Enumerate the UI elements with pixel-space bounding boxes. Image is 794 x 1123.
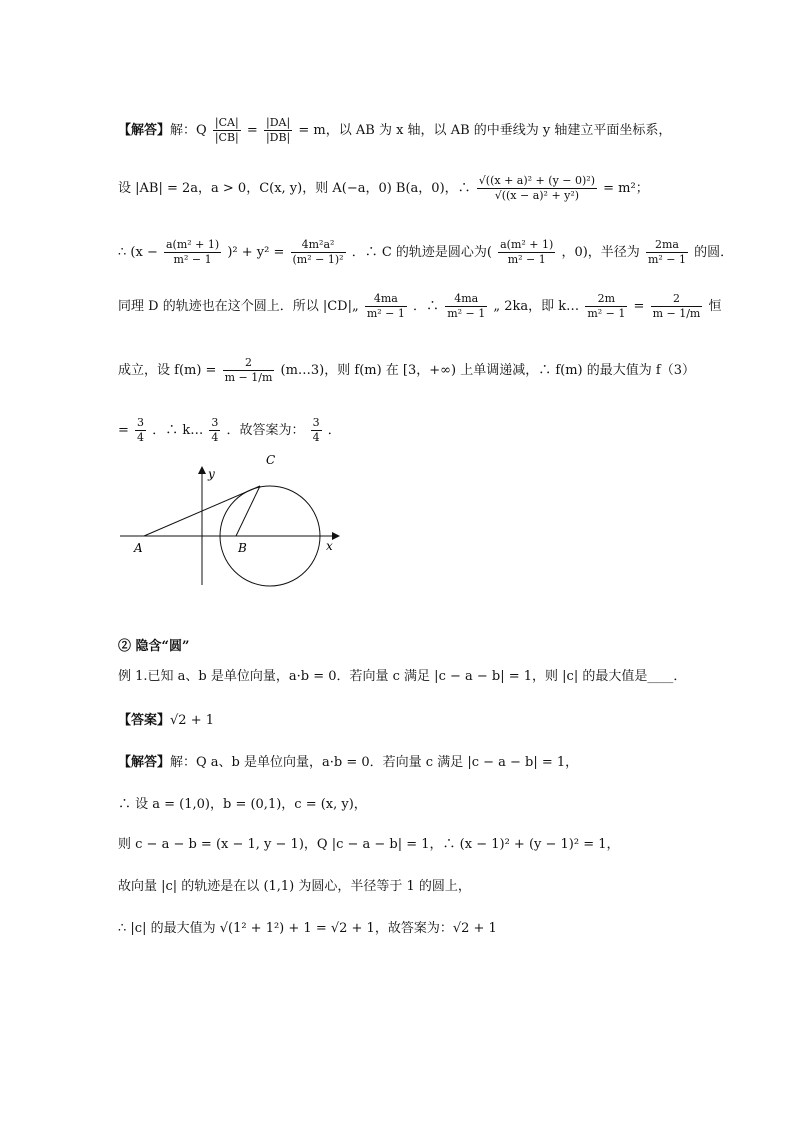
text: ∴ (x − [118, 245, 158, 260]
text: ．故答案为： [226, 423, 305, 438]
text: )² + y² = [227, 245, 285, 260]
fraction [651, 292, 703, 321]
section-title: ② 隐含“圆” [118, 639, 190, 654]
fraction [209, 416, 220, 445]
label-x: x [326, 539, 333, 553]
fraction [311, 416, 322, 445]
x-axis-arrow [332, 532, 340, 540]
numerator: |CA| [213, 116, 241, 131]
answer-tag: 【答案】 [118, 713, 171, 728]
label-y: y [208, 467, 215, 481]
denominator: m² − 1 [647, 253, 687, 266]
text: 的圆． [694, 245, 734, 260]
fraction [646, 238, 688, 267]
numerator: 2 [223, 356, 275, 371]
solution-line-6 [118, 416, 341, 445]
solution-line-3 [118, 238, 733, 267]
text: = [246, 123, 258, 138]
numerator: 4ma [365, 292, 407, 307]
denominator: m² − 1 [447, 307, 486, 320]
numerator: 2m [585, 292, 627, 307]
numerator: 2 [651, 292, 703, 307]
denominator: |CB| [214, 131, 239, 144]
text: 解：Q [170, 123, 207, 138]
text: = m，以 AB 为 x 轴，以 AB 的中垂线为 y 轴建立平面坐标系， [298, 123, 672, 138]
fraction [264, 116, 292, 145]
text: 设 |AB| = 2a，a > 0，C(x, y)，则 A(−a，0) B(a，0)，∴ [118, 181, 471, 196]
example-solution-line-2: ∴ 设 a = (1,0)，b = (0,1)，c = (x, y)， [118, 797, 367, 812]
label-a: A [134, 541, 143, 555]
denominator: 4 [137, 431, 145, 444]
fraction [164, 238, 221, 267]
fraction [498, 238, 555, 267]
numerator: 3 [312, 416, 320, 429]
text: = [633, 299, 645, 314]
text: ． [327, 423, 341, 438]
geometry-figure [110, 448, 350, 588]
solution-line-4 [118, 292, 722, 321]
numerator: 4ma [445, 292, 487, 307]
label-b: B [238, 541, 247, 555]
numerator: 3 [211, 416, 219, 429]
example-solution-line-4: 故向量 |c| 的轨迹是在以 (1,1) 为圆心，半径等于 1 的圆上， [118, 879, 471, 894]
text: ．∴ C 的轨迹是圆心为( [351, 245, 492, 260]
fraction [445, 292, 487, 321]
denominator: √((x − a)² + y²) [494, 189, 580, 202]
numerator: |DA| [264, 116, 292, 131]
fraction [291, 238, 346, 267]
text: ，0)，半径为 [561, 245, 640, 260]
solution-tag: 【解答】 [118, 755, 171, 770]
solution-line-5 [118, 356, 695, 385]
denominator: |DB| [265, 131, 291, 144]
example-question: 例 1.已知 a、b 是单位向量，a·b = 0．若向量 c 满足 |c − a − b| = 1，则 |c| 的最大值是____． [118, 669, 687, 684]
numerator: 2ma [646, 238, 688, 253]
text: 解：Q a、b 是单位向量，a·b = 0．若向量 c 满足 |c − a − b| = 1， [170, 755, 579, 770]
text: „ 2ka，即 k… [493, 299, 580, 314]
denominator: (m² − 1)² [292, 253, 344, 266]
denominator: 4 [211, 431, 219, 444]
segment-bc [236, 486, 260, 536]
denominator: m − 1/m [224, 371, 273, 384]
fraction [213, 116, 241, 145]
numerator: a(m² + 1) [165, 238, 220, 251]
denominator: m − 1/m [652, 307, 701, 320]
fraction [365, 292, 407, 321]
text: ．∴ [413, 299, 440, 314]
solution-tag: 【解答】 [118, 123, 171, 138]
solution-line-1 [118, 116, 671, 145]
numerator: 3 [137, 416, 145, 429]
denominator: m² − 1 [173, 253, 212, 266]
text: (m…3)，则 f(m) 在 [3，+∞) 上单调递减，∴ f(m) 的最大值为 f（3） [280, 363, 695, 378]
label-c: C [266, 453, 276, 467]
answer-line [118, 712, 214, 730]
text: ．∴ k… [152, 423, 204, 438]
solution-line-2 [118, 174, 649, 203]
y-axis-arrow [198, 466, 206, 474]
denominator: 4 [312, 431, 320, 444]
text: 成立，设 f(m) = [118, 363, 217, 378]
example-solution-line-5: ∴ |c| 的最大值为 √(1² + 1²) + 1 = √2 + 1，故答案为：√2 + 1 [118, 921, 497, 936]
text: 同理 D 的轨迹也在这个圆上．所以 |CD|„ [118, 299, 359, 314]
text: = m²； [603, 181, 649, 196]
text: = [118, 423, 129, 438]
fraction [585, 292, 627, 321]
fraction [477, 174, 597, 203]
example-solution-line-3: 则 c − a − b = (x − 1, y − 1)，Q |c − a − b| = 1，∴ (x − 1)² + (y − 1)² = 1， [118, 837, 620, 852]
numerator: √((x + a)² + (y − 0)²) [478, 174, 595, 187]
denominator: m² − 1 [587, 307, 626, 320]
denominator: m² − 1 [366, 307, 405, 320]
text: 恒 [708, 299, 722, 314]
fraction [135, 416, 146, 445]
denominator: m² − 1 [507, 253, 546, 266]
numerator: a(m² + 1) [500, 238, 554, 251]
numerator: 4m²a² [291, 238, 346, 253]
answer-value: √2 + 1 [170, 713, 214, 728]
example-solution-line-1 [118, 754, 578, 772]
fraction [223, 356, 275, 385]
